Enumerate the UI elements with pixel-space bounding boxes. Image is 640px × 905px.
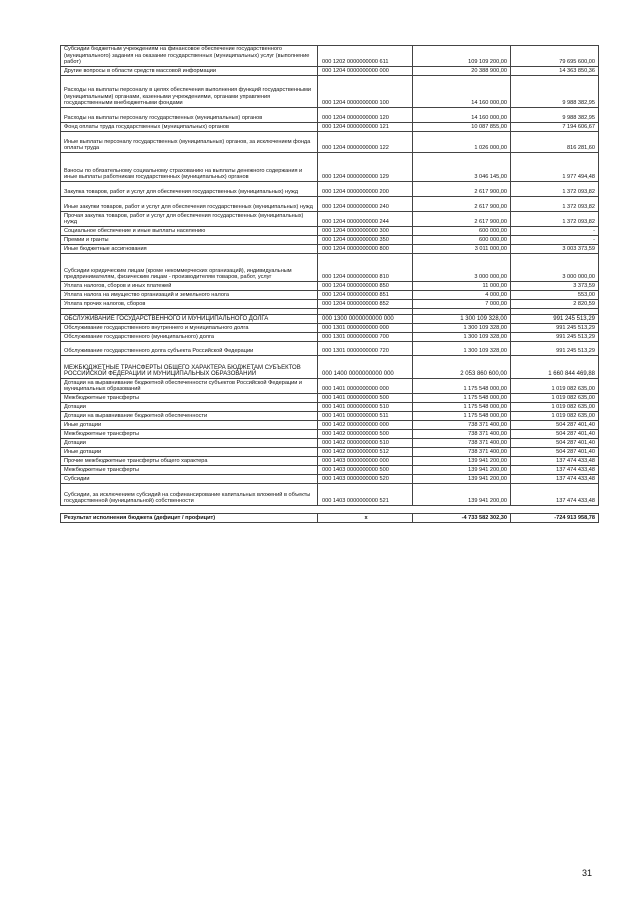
row-plan-value-cell: 3 046 145,00: [413, 153, 511, 182]
row-executed-value-cell: 9 988 382,95: [511, 108, 599, 123]
row-code-cell: 000 1402 0000000000 000: [318, 421, 413, 430]
row-plan-value-cell: 20 388 900,00: [413, 67, 511, 76]
row-plan-value-cell: 1 026 000,00: [413, 132, 511, 153]
row-code-cell: 000 1300 0000000000 000: [318, 315, 413, 324]
row-plan-value-cell: 600 000,00: [413, 236, 511, 245]
row-name-cell: Иные выплаты персоналу государственных (муниципальных) органов, за исключением фонда оплаты труда: [61, 132, 318, 153]
row-code-cell: 000 1204 0000000000 100: [318, 76, 413, 108]
row-executed-value-cell: 14 363 850,36: [511, 67, 599, 76]
row-code-cell: 000 1204 0000000000 122: [318, 132, 413, 153]
row-plan-value-cell: 738 371 400,00: [413, 430, 511, 439]
row-executed-value-cell: 137 474 433,48: [511, 475, 599, 484]
row-code-cell: 000 1401 0000000000 511: [318, 412, 413, 421]
row-executed-value-cell: 79 695 600,00: [511, 46, 599, 67]
row-plan-value-cell: 7 000,00: [413, 300, 511, 309]
row-plan-value-cell: -4 733 582 302,30: [413, 514, 511, 523]
row-code-cell: 000 1204 0000000000 000: [318, 67, 413, 76]
row-name-cell: Уплата прочих налогов, сборов: [61, 300, 318, 309]
table-row: [61, 291, 599, 300]
row-code-cell: 000 1402 0000000000 512: [318, 448, 413, 457]
row-executed-value-cell: -724 913 958,78: [511, 514, 599, 523]
row-executed-value-cell: 3 373,59: [511, 282, 599, 291]
table-row: [61, 514, 599, 523]
row-name-cell: Межбюджетные трансферты: [61, 430, 318, 439]
row-code-cell: 000 1204 0000000000 300: [318, 227, 413, 236]
row-executed-value-cell: 991 245 513,29: [511, 315, 599, 324]
row-code-cell: [318, 506, 413, 514]
table-row: [61, 132, 599, 153]
row-executed-value-cell: 1 372 093,82: [511, 212, 599, 227]
row-plan-value-cell: 139 941 200,00: [413, 457, 511, 466]
row-code-cell: 000 1204 0000000000 129: [318, 153, 413, 182]
row-name-cell: Социальное обеспечение и иные выплаты населению: [61, 227, 318, 236]
table-row: [61, 475, 599, 484]
row-executed-value-cell: 1 019 082 635,00: [511, 394, 599, 403]
table-row: [61, 342, 599, 356]
table-row: [61, 484, 599, 506]
row-name-cell: Расходы на выплаты персоналу в целях обеспечения выполнения функций государственными (муниципальными) органами, казенными учреждениями, органами управления государственными внебюджетными фондами: [61, 76, 318, 108]
table-row: [61, 324, 599, 333]
table-row: [61, 356, 599, 379]
table-row: [61, 379, 599, 394]
table-row: [61, 394, 599, 403]
row-executed-value-cell: 816 281,60: [511, 132, 599, 153]
row-executed-value-cell: 553,00: [511, 291, 599, 300]
row-name-cell: Дотации на выравнивание бюджетной обеспеченности субъектов Российской Федерации и муниципальных образований: [61, 379, 318, 394]
row-name-cell: Субсидии бюджетным учреждениям на финансовое обеспечение государственного (муниципального) задания на оказание государственных (муниципальных) услуг (выполнение работ): [61, 46, 318, 67]
page-number: 31: [581, 868, 592, 878]
table-row: [61, 282, 599, 291]
table-row: [61, 333, 599, 342]
row-plan-value-cell: 738 371 400,00: [413, 448, 511, 457]
row-code-cell: 000 1401 0000000000 500: [318, 394, 413, 403]
row-plan-value-cell: 2 053 860 600,00: [413, 356, 511, 379]
row-code-cell: 000 1402 0000000000 500: [318, 430, 413, 439]
table-row: [61, 245, 599, 254]
row-code-cell: 000 1401 0000000000 000: [318, 379, 413, 394]
row-executed-value-cell: 504 287 401,40: [511, 421, 599, 430]
row-name-cell: ОБСЛУЖИВАНИЕ ГОСУДАРСТВЕННОГО И МУНИЦИПАЛЬНОГО ДОЛГА: [61, 315, 318, 324]
row-name-cell: Обслуживание государственного долга субъекта Российской Федерации: [61, 342, 318, 356]
row-name-cell: МЕЖБЮДЖЕТНЫЕ ТРАНСФЕРТЫ ОБЩЕГО ХАРАКТЕРА БЮДЖЕТАМ СУБЪЕКТОВ РОССИЙСКОЙ ФЕДЕРАЦИИ И МУНИЦИПАЛЬНЫХ ОБРАЗОВАНИЙ: [61, 356, 318, 379]
table-row: [61, 182, 599, 197]
row-plan-value-cell: 10 087 855,00: [413, 123, 511, 132]
budget-table-body: [61, 46, 599, 523]
table-row: [61, 67, 599, 76]
row-executed-value-cell: -: [511, 236, 599, 245]
row-plan-value-cell: 14 160 000,00: [413, 76, 511, 108]
row-name-cell: Субсидии юридическим лицам (кроме некоммерческих организаций), индивидуальным предпринимателям, физическим лицам - производителям товаров, работ, услуг: [61, 254, 318, 282]
row-plan-value-cell: 109 109 200,00: [413, 46, 511, 67]
row-executed-value-cell: 504 287 401,40: [511, 430, 599, 439]
budget-execution-table: [60, 45, 599, 523]
row-executed-value-cell: 1 977 494,48: [511, 153, 599, 182]
table-row: [61, 108, 599, 123]
table-row: [61, 76, 599, 108]
table-row: [61, 315, 599, 324]
row-executed-value-cell: 1 019 082 635,00: [511, 403, 599, 412]
row-executed-value-cell: 1 660 844 469,88: [511, 356, 599, 379]
row-plan-value-cell: [413, 506, 511, 514]
table-row: [61, 254, 599, 282]
row-plan-value-cell: 1 175 548 000,00: [413, 403, 511, 412]
row-executed-value-cell: 2 820,59: [511, 300, 599, 309]
row-executed-value-cell: 504 287 401,40: [511, 448, 599, 457]
row-plan-value-cell: 1 175 548 000,00: [413, 394, 511, 403]
row-code-cell: 000 1400 0000000000 000: [318, 356, 413, 379]
row-executed-value-cell: 991 245 513,29: [511, 342, 599, 356]
row-executed-value-cell: 137 474 433,48: [511, 457, 599, 466]
row-executed-value-cell: 1 372 093,82: [511, 182, 599, 197]
row-plan-value-cell: 139 941 200,00: [413, 466, 511, 475]
row-name-cell: Субсидии, за исключением субсидий на софинансирование капитальных вложений в объекты государственной (муниципальной) собственности: [61, 484, 318, 506]
row-executed-value-cell: 137 474 433,48: [511, 484, 599, 506]
row-executed-value-cell: 3 003 373,59: [511, 245, 599, 254]
row-executed-value-cell: 1 019 082 635,00: [511, 379, 599, 394]
row-plan-value-cell: 1 300 109 328,00: [413, 333, 511, 342]
table-row: [61, 403, 599, 412]
table-row: [61, 448, 599, 457]
row-plan-value-cell: 139 941 200,00: [413, 475, 511, 484]
row-plan-value-cell: 2 617 900,00: [413, 212, 511, 227]
row-name-cell: Премии и гранты: [61, 236, 318, 245]
row-executed-value-cell: 9 988 382,95: [511, 76, 599, 108]
row-name-cell: Субсидии: [61, 475, 318, 484]
row-name-cell: Другие вопросы в области средств массовой информации: [61, 67, 318, 76]
row-plan-value-cell: 738 371 400,00: [413, 421, 511, 430]
row-name-cell: Дотации: [61, 439, 318, 448]
row-code-cell: 000 1402 0000000000 510: [318, 439, 413, 448]
row-plan-value-cell: 2 617 900,00: [413, 197, 511, 212]
row-code-cell: 000 1204 0000000000 120: [318, 108, 413, 123]
row-name-cell: Закупка товаров, работ и услуг для обеспечения государственных (муниципальных) нужд: [61, 182, 318, 197]
row-code-cell: 000 1301 0000000000 720: [318, 342, 413, 356]
row-code-cell: 000 1202 0000000000 611: [318, 46, 413, 67]
table-row: [61, 506, 599, 514]
row-plan-value-cell: 2 617 900,00: [413, 182, 511, 197]
row-code-cell: x: [318, 514, 413, 523]
table-row: [61, 197, 599, 212]
row-executed-value-cell: 1 372 093,82: [511, 197, 599, 212]
row-name-cell: Прочая закупка товаров, работ и услуг для обеспечения государственных (муниципальных) нужд: [61, 212, 318, 227]
row-code-cell: 000 1301 0000000000 000: [318, 324, 413, 333]
row-executed-value-cell: 7 194 606,67: [511, 123, 599, 132]
budget-table-container: [60, 45, 595, 523]
row-plan-value-cell: 139 941 200,00: [413, 484, 511, 506]
table-row: [61, 236, 599, 245]
row-name-cell: Дотации на выравнивание бюджетной обеспеченности: [61, 412, 318, 421]
row-name-cell: Дотации: [61, 403, 318, 412]
row-code-cell: 000 1204 0000000000 240: [318, 197, 413, 212]
row-name-cell: Иные закупки товаров, работ и услуг для обеспечения государственных (муниципальных) нужд: [61, 197, 318, 212]
row-plan-value-cell: 11 000,00: [413, 282, 511, 291]
table-row: [61, 123, 599, 132]
table-row: [61, 439, 599, 448]
row-name-cell: Уплата налогов, сборов и иных платежей: [61, 282, 318, 291]
row-code-cell: 000 1204 0000000000 850: [318, 282, 413, 291]
table-row: [61, 466, 599, 475]
row-name-cell: Межбюджетные трансферты: [61, 466, 318, 475]
row-code-cell: 000 1204 0000000000 851: [318, 291, 413, 300]
table-row: [61, 300, 599, 309]
row-code-cell: 000 1204 0000000000 350: [318, 236, 413, 245]
table-row: [61, 430, 599, 439]
row-name-cell: Взносы по обязательному социальному страхованию на выплаты денежного содержания и иные выплаты работникам государственных (муниципальных) органов: [61, 153, 318, 182]
row-plan-value-cell: 1 300 109 328,00: [413, 315, 511, 324]
row-plan-value-cell: 4 000,00: [413, 291, 511, 300]
row-plan-value-cell: 3 011 000,00: [413, 245, 511, 254]
row-code-cell: 000 1204 0000000000 852: [318, 300, 413, 309]
row-plan-value-cell: 1 175 548 000,00: [413, 412, 511, 421]
row-name-cell: Межбюджетные трансферты: [61, 394, 318, 403]
row-plan-value-cell: 1 300 109 328,00: [413, 342, 511, 356]
row-executed-value-cell: 137 474 433,48: [511, 466, 599, 475]
table-row: [61, 227, 599, 236]
row-executed-value-cell: 3 000 000,00: [511, 254, 599, 282]
row-name-cell: Иные дотации: [61, 448, 318, 457]
row-executed-value-cell: -: [511, 227, 599, 236]
row-plan-value-cell: 600 000,00: [413, 227, 511, 236]
row-code-cell: 000 1403 0000000000 520: [318, 475, 413, 484]
row-code-cell: 000 1401 0000000000 510: [318, 403, 413, 412]
row-code-cell: 000 1403 0000000000 000: [318, 457, 413, 466]
row-code-cell: 000 1204 0000000000 200: [318, 182, 413, 197]
table-row: [61, 457, 599, 466]
row-executed-value-cell: 991 245 513,29: [511, 333, 599, 342]
table-row: [61, 212, 599, 227]
row-name-cell: Фонд оплаты труда государственных (муниципальных) органов: [61, 123, 318, 132]
row-code-cell: 000 1204 0000000000 810: [318, 254, 413, 282]
row-executed-value-cell: 504 287 401,40: [511, 439, 599, 448]
row-code-cell: 000 1403 0000000000 521: [318, 484, 413, 506]
row-name-cell: Обслуживание государственного внутреннего и муниципального долга: [61, 324, 318, 333]
row-name-cell: [61, 506, 318, 514]
row-name-cell: Прочие межбюджетные трансферты общего характера: [61, 457, 318, 466]
row-plan-value-cell: 14 160 000,00: [413, 108, 511, 123]
row-executed-value-cell: 991 245 513,29: [511, 324, 599, 333]
row-name-cell: Результат исполнения бюджета (дефицит / профицит): [61, 514, 318, 523]
row-code-cell: 000 1204 0000000000 244: [318, 212, 413, 227]
table-row: [61, 153, 599, 182]
table-row: [61, 421, 599, 430]
row-name-cell: Иные бюджетные ассигнования: [61, 245, 318, 254]
row-plan-value-cell: 1 300 109 328,00: [413, 324, 511, 333]
row-name-cell: Расходы на выплаты персоналу государственных (муниципальных) органов: [61, 108, 318, 123]
row-plan-value-cell: 1 175 548 000,00: [413, 379, 511, 394]
row-plan-value-cell: 3 000 000,00: [413, 254, 511, 282]
row-code-cell: 000 1403 0000000000 500: [318, 466, 413, 475]
row-code-cell: 000 1204 0000000000 121: [318, 123, 413, 132]
row-executed-value-cell: 1 019 082 635,00: [511, 412, 599, 421]
row-name-cell: Обслуживание государственного (муниципального) долга: [61, 333, 318, 342]
row-code-cell: 000 1301 0000000000 700: [318, 333, 413, 342]
row-executed-value-cell: [511, 506, 599, 514]
row-plan-value-cell: 738 371 400,00: [413, 439, 511, 448]
row-name-cell: Уплата налога на имущество организаций и земельного налога: [61, 291, 318, 300]
table-row: [61, 412, 599, 421]
row-name-cell: Иные дотации: [61, 421, 318, 430]
table-row: [61, 46, 599, 67]
row-code-cell: 000 1204 0000000000 800: [318, 245, 413, 254]
